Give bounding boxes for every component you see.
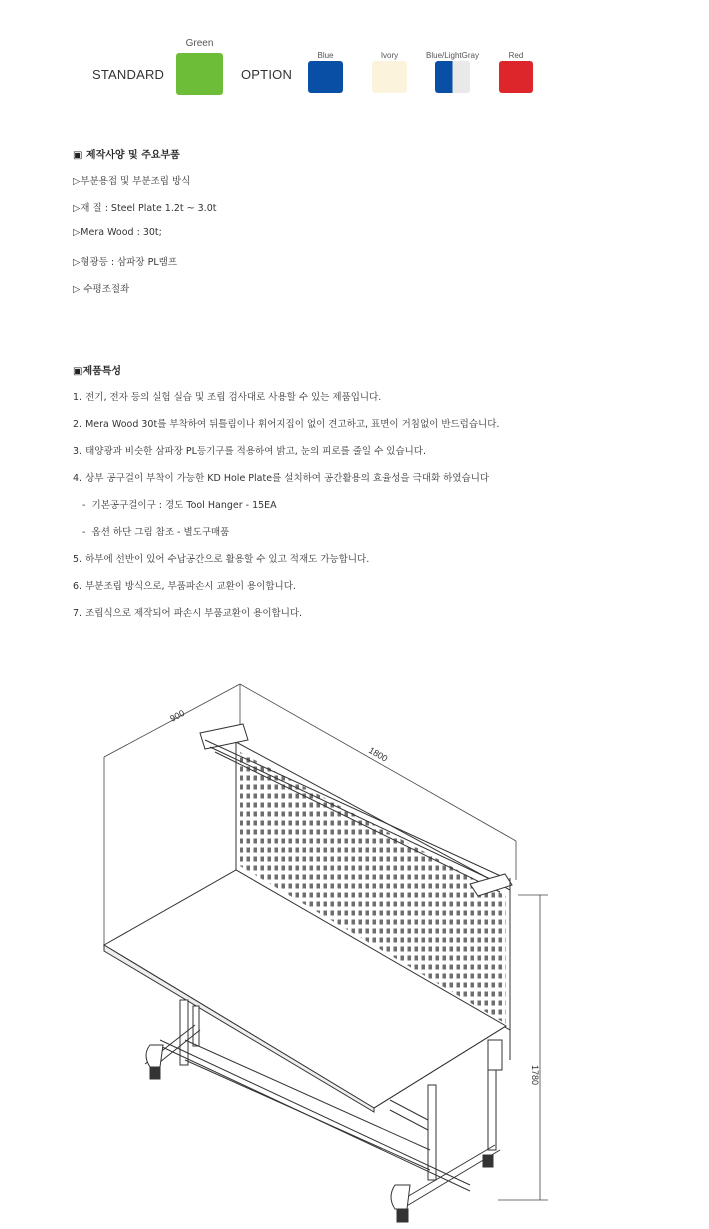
- outlet-box: [488, 1040, 502, 1070]
- spec-item: ▷형광등 : 삼파장 PL램프: [73, 257, 178, 268]
- feature-item: 5. 하부에 선반이 있어 수납공간으로 활용할 수 있고 적재도 가능합니다.: [73, 554, 370, 565]
- swatch-label-red: Red: [508, 51, 524, 60]
- feature-item: 7. 조립식으로 제작되어 파손시 부품교환이 용이합니다.: [73, 608, 303, 619]
- swatch-label-blue-lightgray: Blue/LightGray: [426, 51, 479, 60]
- spec-item: ▷Mera Wood : 30t;: [73, 227, 162, 238]
- swatch-green: [176, 53, 223, 95]
- workbench-drawing: [0, 660, 709, 1229]
- spec-title: ▣ 제작사양 및 주요부품: [73, 150, 180, 161]
- spec-item: ▷부분용접 및 부분조립 방식: [73, 176, 191, 187]
- features-title: ▣제품특성: [73, 366, 122, 377]
- swatch-label-blue: Blue: [317, 51, 334, 60]
- feature-item: 6. 부분조립 방식으로, 부품파손시 교환이 용이합니다.: [73, 581, 296, 592]
- feature-item: 3. 태양광과 비슷한 삼파장 PL등기구를 적용하여 밝고, 눈의 피로를 줄일 수 있습니다.: [73, 446, 427, 457]
- swatch-label-green: Green: [185, 38, 214, 49]
- feature-item: 2. Mera Wood 30t를 부착하여 뒤틀림이나 휘어지집이 없이 견고하고, 표면이 거침없이 반드럽습니다.: [73, 419, 500, 430]
- feature-subitem: - 기본공구걸이구 : 경도 Tool Hanger - 15EA: [73, 500, 277, 511]
- swatch-ivory: [372, 61, 407, 93]
- dim-width-label: 1800: [367, 745, 390, 764]
- spec-item: ▷ 수평조절좌: [73, 284, 130, 295]
- feature-item: 4. 상부 공구걸이 부착이 가능한 KD Hole Plate를 설치하여 공간활용의 효율성을 극대화 하였습니다: [73, 473, 490, 484]
- spec-item: ▷재 질 : Steel Plate 1.2t ~ 3.0t: [73, 203, 217, 214]
- standard-label: STANDARD: [92, 67, 165, 82]
- dim-depth-label: 900: [168, 707, 187, 724]
- dim-height-label: 1780: [530, 1065, 540, 1086]
- feature-item: 1. 전기, 전자 등의 실험 실습 및 조립 검사대로 사용할 수 있는 제품입니다.: [73, 392, 382, 403]
- feature-subitem: - 옵션 하단 그림 참조 - 별도구매품: [73, 527, 230, 538]
- swatch-blue-lightgray: [435, 61, 470, 93]
- swatch-red: [499, 61, 533, 93]
- option-label: OPTION: [241, 67, 293, 82]
- swatch-blue: [308, 61, 343, 93]
- swatch-label-ivory: Ivory: [380, 51, 399, 60]
